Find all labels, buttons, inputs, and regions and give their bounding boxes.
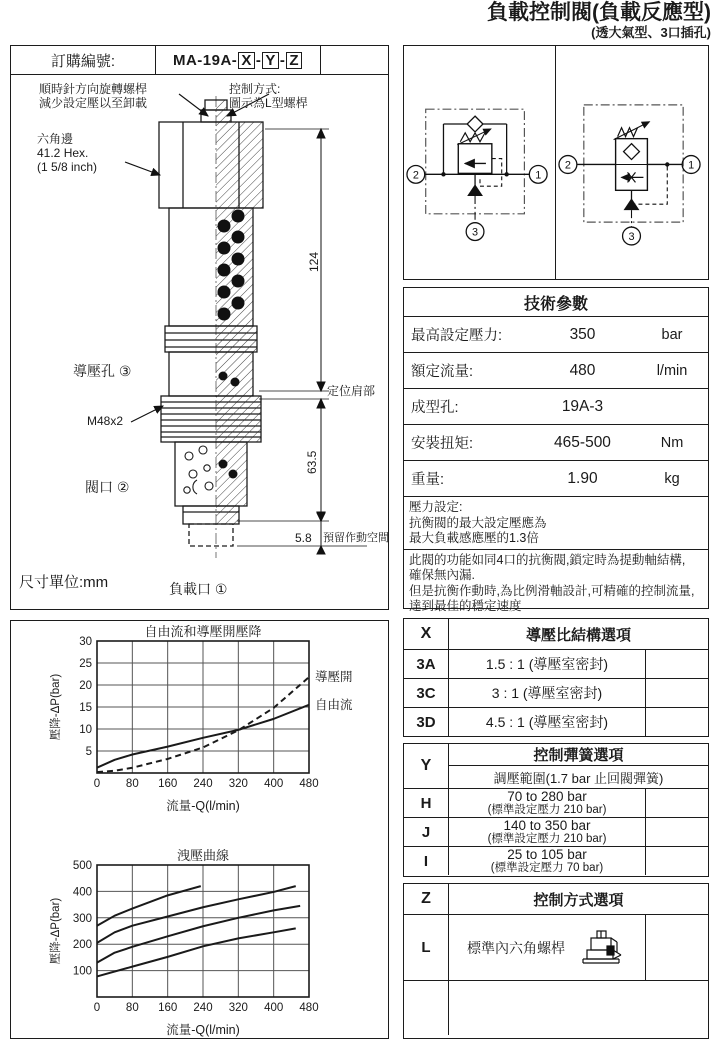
option-desc-text: 標準內六角螺桿 — [467, 939, 565, 956]
order-table — [11, 46, 388, 75]
x-tick-label: 480 — [299, 1002, 319, 1014]
note-line: 抗衡閥的最大設定壓應為 — [409, 515, 547, 530]
note-line: 最大負載感應壓的1.3倍 — [409, 531, 539, 545]
annotation-rotate-line2: 減少設定壓以至卸載 — [39, 95, 148, 110]
order-sep1: - — [255, 51, 262, 69]
note-line: 壓力設定: — [409, 500, 463, 514]
pilot-port-label: 導壓孔 ③ — [73, 362, 132, 379]
y-tick-label: 5 — [85, 746, 92, 758]
order-y-box: Y — [262, 52, 279, 69]
tech-row-torque — [404, 425, 708, 461]
hex-label-line3: (1 5/8 inch) — [37, 159, 98, 174]
port-1-label: 1 — [535, 169, 542, 182]
option-row-i — [404, 846, 708, 875]
option-std: (標準設定壓力 210 bar) — [487, 833, 607, 845]
page-subtitle: (透大氣型、3口插孔) — [591, 25, 711, 40]
charts-panel — [10, 620, 389, 1039]
pilot-triangle-icon — [624, 198, 640, 210]
port-1-label: 1 — [688, 159, 695, 172]
tech-unit: bar — [661, 326, 683, 343]
options-y-subtitle: 調壓範圍(1.7 bar 止回閥彈簧) — [493, 770, 664, 786]
simplified-symbol-icon — [556, 46, 708, 279]
x-tick-label: 0 — [93, 1002, 101, 1014]
tech-row-flow — [404, 353, 708, 389]
drawing-panel — [10, 45, 389, 610]
dim-5-8-label: 5.8 — [295, 530, 312, 545]
y-tick-label: 200 — [72, 939, 92, 952]
option-code: 3A — [404, 650, 449, 678]
y-tick-label: 20 — [79, 680, 92, 692]
annotation-rotate-line1: 順時針方向旋轉螺桿 — [39, 81, 148, 96]
option-empty-cell — [646, 818, 708, 846]
series-c1 — [97, 886, 201, 926]
annotation-control-line1: 控制方式: — [229, 81, 281, 96]
function-note — [404, 549, 708, 617]
x-tick-label: 160 — [158, 1002, 178, 1014]
tech-label: 最高設定壓力: — [411, 328, 503, 344]
hex-label-line1: 六角邊 — [37, 131, 74, 146]
option-range: 70 to 280 bar — [507, 789, 587, 804]
option-std: (標準設定壓力 210 bar) — [487, 804, 607, 816]
option-row-empty — [404, 980, 708, 1035]
x-tick-label: 160 — [158, 778, 178, 790]
y-tick-label: 400 — [72, 886, 92, 899]
port-2-label: 2 — [564, 159, 571, 172]
valve-section-drawing — [11, 76, 388, 610]
port-3-label: 3 — [628, 230, 635, 243]
option-range: 140 to 350 bar — [503, 818, 591, 833]
series-c3 — [97, 906, 300, 963]
option-range: 25 to 105 bar — [507, 847, 587, 862]
x-tick-label: 80 — [125, 1002, 139, 1014]
options-x-key: X — [404, 619, 449, 649]
option-row-3d — [404, 707, 708, 736]
tech-label: 重量: — [411, 472, 445, 488]
y-tick-label: 300 — [72, 912, 92, 925]
y-tick-label: 100 — [72, 965, 92, 978]
shoulder-label: 定位肩部 — [327, 383, 376, 398]
note-line: 確保無內漏. — [409, 568, 475, 582]
order-z-box: Z — [286, 52, 302, 69]
header — [487, 0, 711, 41]
tech-value: 480 — [569, 361, 596, 379]
tech-value: 350 — [569, 325, 596, 343]
tech-params-title: 技術參數 — [404, 288, 708, 317]
reserve-label: 預留作動空間 — [323, 531, 389, 544]
y-tick-label: 15 — [79, 702, 92, 714]
x-tick-label: 400 — [264, 778, 284, 790]
tech-value: 19A-3 — [561, 397, 604, 415]
port-3-label: 3 — [472, 226, 479, 239]
series-label: 自由流 — [315, 697, 353, 712]
symbols-panel — [403, 45, 709, 280]
y-tick-label: 30 — [79, 636, 92, 648]
option-row-3c — [404, 678, 708, 707]
option-desc: 3 : 1 (導壓室密封) — [449, 679, 646, 707]
tech-unit: kg — [664, 470, 680, 487]
chart-leakage — [25, 849, 375, 1041]
option-row-h — [404, 788, 708, 817]
tech-unit: Nm — [660, 434, 684, 451]
options-x-header — [404, 619, 708, 649]
x-tick-label: 80 — [125, 778, 139, 790]
x-tick-label: 400 — [264, 1002, 284, 1014]
port-2-label: 2 — [412, 169, 419, 182]
hex-label-line2: 41.2 Hex. — [37, 145, 89, 160]
option-desc — [449, 915, 646, 980]
tech-label: 安裝扭矩: — [411, 436, 474, 452]
hex-screw-icon — [579, 928, 627, 968]
x-tick-label: 240 — [193, 778, 213, 790]
options-z-key: Z — [404, 884, 449, 914]
y-tick-label: 10 — [79, 724, 92, 736]
option-code: 3D — [404, 708, 449, 736]
options-z-header — [404, 884, 708, 914]
counterbalance-symbol-icon — [404, 46, 555, 279]
options-y-key: Y — [404, 744, 449, 788]
series-label: 導壓開 — [315, 670, 353, 685]
dim-63-5-label: 63.5 — [305, 450, 319, 474]
option-empty-cell — [646, 789, 708, 817]
options-y-header — [404, 744, 708, 788]
order-label: 訂購編號: — [11, 46, 156, 74]
order-x-box: X — [238, 52, 255, 69]
nose-holes — [184, 446, 213, 494]
thread-label: M48x2 — [87, 413, 124, 428]
annotation-control — [229, 82, 308, 110]
option-desc — [449, 818, 646, 846]
options-z-table — [403, 883, 709, 1039]
x-tick-label: 480 — [299, 778, 319, 790]
tech-row-cavity — [404, 389, 708, 425]
option-code: J — [404, 818, 449, 846]
option-code: L — [404, 915, 449, 980]
page-title: 負載控制閥(負載反應型) — [487, 1, 711, 24]
chart-free-flow — [25, 625, 375, 817]
symbol-detailed — [404, 46, 556, 279]
option-empty-cell — [646, 708, 708, 736]
option-empty-cell — [646, 915, 708, 980]
note-line: 但是抗衡作動時,為比例滑軸設計,可精確的控制流量, — [409, 583, 695, 598]
annotation-control-line2: 圖示為L型螺桿 — [229, 95, 308, 110]
option-empty-cell — [646, 650, 708, 678]
tech-value: 1.90 — [567, 469, 598, 487]
note-line: 此閥的功能如同4口的抗衡閥,鎖定時為提動軸結構, — [409, 552, 686, 567]
option-row-3a — [404, 649, 708, 678]
check-valve-icon — [467, 116, 483, 132]
options-y-table — [403, 743, 709, 877]
options-y-title: 控制彈簧選項 — [449, 744, 708, 766]
chart-ylabel: 壓降-ΔP(bar) — [50, 897, 62, 965]
option-desc: 4.5 : 1 (導壓室密封) — [449, 708, 646, 736]
tech-unit: l/min — [656, 362, 688, 379]
option-code: 3C — [404, 679, 449, 707]
tech-params-panel — [403, 287, 709, 613]
option-desc: 1.5 : 1 (導壓室密封) — [449, 650, 646, 678]
x-tick-label: 320 — [228, 778, 248, 790]
tech-label: 成型孔: — [411, 400, 459, 416]
dim-124-label: 124 — [307, 251, 321, 272]
tech-row-pressure — [404, 317, 708, 353]
tech-label: 額定流量: — [411, 364, 474, 380]
option-desc — [449, 789, 646, 817]
order-code — [156, 46, 321, 74]
chart-title: 自由流和導壓開壓降 — [144, 625, 262, 639]
hex-label — [37, 132, 97, 174]
series-c4 — [97, 928, 296, 976]
symbol-simplified — [556, 46, 708, 279]
note-line: 達到最佳的穩定速度 — [409, 599, 522, 613]
x-tick-label: 240 — [193, 1002, 213, 1014]
option-desc — [449, 847, 646, 875]
x-tick-label: 0 — [93, 778, 101, 790]
options-x-title: 導壓比結構選項 — [525, 626, 631, 644]
options-x-table — [403, 618, 709, 737]
annotation-rotate — [39, 82, 147, 110]
options-z-title: 控制方式選項 — [533, 891, 624, 909]
option-row-j — [404, 817, 708, 846]
valve-port-label: 閥口 ② — [85, 478, 130, 495]
pressure-setting-note — [404, 497, 708, 549]
tech-row-weight — [404, 461, 708, 497]
option-std: (標準設定壓力 70 bar) — [490, 862, 604, 874]
chart-xlabel: 流量-Q(l/min) — [166, 799, 240, 813]
chart-xlabel: 流量-Q(l/min) — [166, 1023, 240, 1037]
order-sep2: - — [279, 51, 286, 69]
tech-value: 465-500 — [554, 433, 611, 451]
option-code-empty — [404, 981, 449, 1035]
order-empty-cell — [321, 46, 388, 74]
option-code: I — [404, 847, 449, 875]
option-empty-area — [449, 981, 708, 1035]
chart-ylabel: 壓降-ΔP(bar) — [50, 673, 62, 741]
load-port-label: 負載口 ① — [169, 580, 228, 597]
x-tick-label: 320 — [228, 1002, 248, 1014]
order-prefix: MA-19A- — [172, 51, 238, 69]
option-empty-cell — [646, 679, 708, 707]
y-tick-label: 25 — [79, 658, 92, 670]
chart-title: 洩壓曲線 — [176, 849, 230, 863]
option-code: H — [404, 789, 449, 817]
option-row-l — [404, 914, 708, 980]
unit-label: 尺寸單位:mm — [19, 573, 109, 591]
y-tick-label: 500 — [72, 860, 92, 872]
option-empty-cell — [646, 847, 708, 875]
